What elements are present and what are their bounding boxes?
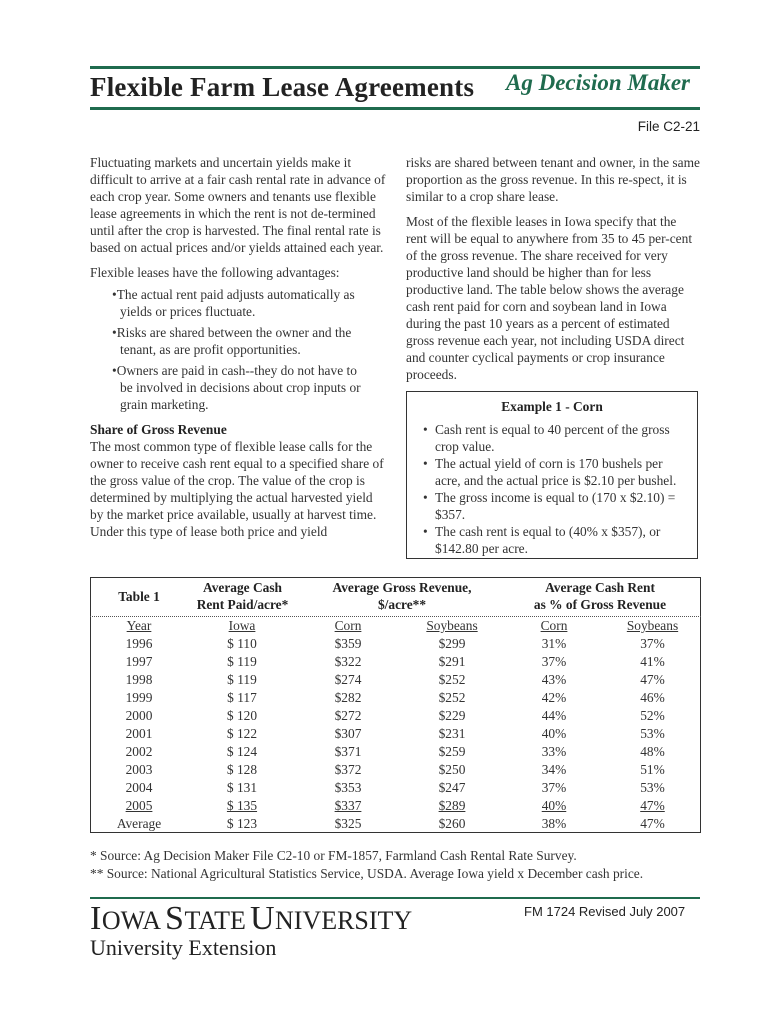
table-row: [90, 761, 701, 779]
cell-soybeans-pct: 47%: [640, 816, 665, 831]
cell-corn: $272: [334, 708, 362, 723]
isu-letter: S: [165, 900, 185, 937]
isu-wordmark: [90, 900, 412, 938]
cell-corn-pct: 34%: [541, 762, 567, 777]
table-row: [90, 689, 701, 707]
table-body: [90, 617, 701, 833]
cell-rent: $ 135: [226, 798, 258, 813]
cell-soybeans-pct: 47%: [640, 798, 665, 813]
left-column: [90, 154, 388, 548]
cell-year: 2000: [125, 708, 153, 723]
isu-letters: TATE: [184, 906, 246, 935]
cell-rent: $ 124: [226, 744, 258, 759]
cell-soybeans: $260: [438, 816, 466, 831]
footnote-2: ** Source: National Agricultural Statistics Service, USDA. Average Iowa yield x December cash price.: [90, 866, 644, 881]
advantage-line: tenant, as are profit opportunities.: [120, 342, 301, 357]
cell-rent: $ 110: [227, 636, 257, 651]
col-year: Year: [126, 618, 152, 633]
advantage-line: yields or prices fluctuate.: [120, 304, 256, 319]
header-line: Rent Paid/acre*: [196, 597, 289, 612]
table-row: [90, 653, 701, 671]
header-line: Average Cash: [203, 580, 282, 595]
cell-soybeans: $247: [438, 780, 466, 795]
cell-rent: $ 120: [226, 708, 258, 723]
table-row: [90, 815, 701, 833]
cell-year: Average: [116, 816, 162, 831]
cell-year: 1997: [125, 654, 153, 669]
cell-corn: $325: [334, 816, 362, 831]
cell-corn: $371: [334, 744, 362, 759]
cell-corn: $282: [334, 690, 362, 705]
cell-soybeans-pct: 48%: [640, 744, 665, 759]
cell-soybeans: $252: [438, 690, 466, 705]
cell-corn-pct: 43%: [541, 672, 567, 687]
isu-letter: I: [90, 900, 102, 937]
example-item: • The cash rent is equal to (40% x $357), or $142.80 per acre.: [435, 523, 691, 557]
advantage-line: •Risks are shared between the owner and the: [112, 325, 352, 340]
advantage-line: be involved in decisions about crop inputs or: [120, 380, 361, 395]
cell-soybeans-pct: 41%: [640, 654, 665, 669]
col-soybeans: Soybeans: [426, 618, 478, 633]
iowa-paragraph: Most of the flexible leases in Iowa specify that the rent will be equal to anywhere from 35 to 45 per-cent of the gross revenue. The share received for very productive land should be higher than for less productive land. The table below shows the average cash rent paid for corn and soybean land in Iowa during the past 10 years as a percent of estimated gross revenue each year, not including USDA direct and counter cyclical payments or crop insurance proceeds.: [406, 214, 693, 382]
cell-year: 2001: [125, 726, 153, 741]
header-cash-rent: [180, 579, 305, 613]
university-extension: University Extension: [90, 935, 277, 960]
cell-rent: $ 131: [226, 780, 258, 795]
cell-soybeans: $229: [438, 708, 466, 723]
cell-soybeans: $299: [438, 636, 466, 651]
table-row: [90, 797, 701, 815]
right-column: [406, 154, 700, 391]
header-line: Average Gross Revenue,: [332, 580, 472, 595]
isu-letters: OWA: [101, 906, 162, 935]
cell-corn: $372: [334, 762, 362, 777]
cell-rent: $ 117: [227, 690, 257, 705]
table-row: [90, 743, 701, 761]
cell-corn: $337: [334, 798, 362, 813]
cell-soybeans: $250: [438, 762, 466, 777]
cell-soybeans-pct: 53%: [640, 780, 665, 795]
advantage-item: [90, 286, 388, 320]
col-corn: Corn: [334, 618, 362, 633]
col-corn-pct: Corn: [540, 618, 568, 633]
isu-letters: NIVERSITY: [275, 906, 413, 935]
table-col-headers: [90, 617, 701, 635]
cell-corn-pct: 38%: [541, 816, 567, 831]
cell-corn-pct: 40%: [541, 798, 567, 813]
header-cash-rent-pct: [510, 579, 690, 613]
cell-soybeans-pct: 47%: [640, 672, 665, 687]
header-line: Average Cash Rent: [545, 580, 655, 595]
intro-paragraph: Fluctuating markets and uncertain yields make it difficult to arrive at a fair cash rental rate in advance of each crop year. Some owners and tenants use flexible lease agreements in which the rent is not de-termined until after the crop is harvested. The final rental rate is based on actual prices and/or yields attained each year.: [90, 155, 386, 255]
header-bottom-rule: [90, 107, 700, 110]
table-row: [90, 635, 701, 653]
col-iowa: Iowa: [228, 618, 256, 633]
header-line: $/acre**: [377, 597, 427, 612]
risk-paragraph: risks are shared between tenant and owner, in the same proportion as the gross revenue. In this re-spect, it is similar to a crop share lease.: [406, 155, 700, 204]
cell-year: 1998: [125, 672, 153, 687]
cell-corn: $322: [334, 654, 362, 669]
cell-soybeans-pct: 46%: [640, 690, 665, 705]
cell-corn-pct: 33%: [541, 744, 567, 759]
isu-letter: U: [249, 900, 275, 937]
table-rows: [90, 635, 701, 833]
section-paragraph: The most common type of flexible lease calls for the owner to receive cash rent equal to a specified share of the gross value of the crop. The value of the crop is determined by multiplying the actual harvested yield by the market price available, usually at harvest time. Under this type of lease both price and yield: [90, 439, 384, 539]
cell-soybeans-pct: 52%: [640, 708, 665, 723]
advantage-item: [90, 324, 388, 358]
cell-soybeans-pct: 53%: [640, 726, 665, 741]
table-row: [90, 725, 701, 743]
cell-corn: $307: [334, 726, 362, 741]
advantage-line: grain marketing.: [120, 397, 209, 412]
cell-soybeans: $252: [438, 672, 466, 687]
cell-corn: $274: [334, 672, 362, 687]
cell-year: 2003: [125, 762, 153, 777]
table-row: [90, 779, 701, 797]
brand-name: Ag Decision Maker: [506, 70, 690, 95]
cell-corn-pct: 44%: [541, 708, 567, 723]
example-item: • The actual yield of corn is 170 bushels per acre, and the actual price is $2.10 per bushel.: [435, 455, 691, 489]
cell-rent: $ 128: [226, 762, 258, 777]
example-heading: Example 1 - Corn: [501, 399, 603, 414]
cell-soybeans-pct: 37%: [640, 636, 665, 651]
table-row: [90, 707, 701, 725]
cell-soybeans: $231: [438, 726, 466, 741]
example-item: • The gross income is equal to (170 x $2.10) = $357.: [435, 489, 691, 523]
table-row: [90, 671, 701, 689]
advantage-line: •The actual rent paid adjusts automatically as: [112, 287, 355, 302]
advantage-item: [90, 362, 388, 413]
cell-soybeans: $259: [438, 744, 466, 759]
cell-soybeans-pct: 51%: [640, 762, 665, 777]
cell-rent: $ 119: [227, 672, 257, 687]
file-number: File C2-21: [637, 119, 700, 134]
cell-soybeans: $289: [438, 798, 466, 813]
header-top-rule: [90, 66, 700, 69]
section-heading: Share of Gross Revenue: [90, 422, 227, 437]
footer-rule: [90, 897, 700, 899]
cell-year: 2002: [125, 744, 153, 759]
page-title: Flexible Farm Lease Agreements: [90, 72, 475, 102]
example-item: • Cash rent is equal to 40 percent of the gross crop value.: [435, 421, 691, 455]
cell-corn-pct: 37%: [541, 654, 567, 669]
example-list: [407, 421, 697, 557]
cell-year: 1996: [125, 636, 153, 651]
cell-rent: $ 123: [226, 816, 258, 831]
header-gross-revenue: [312, 579, 492, 613]
header-line: as % of Gross Revenue: [533, 597, 667, 612]
cell-corn-pct: 37%: [541, 780, 567, 795]
example-box: [406, 391, 698, 559]
cell-corn-pct: 31%: [541, 636, 567, 651]
cell-rent: $ 122: [226, 726, 258, 741]
cell-corn: $359: [334, 636, 362, 651]
cell-year: 2004: [125, 780, 153, 795]
footnote-1: * Source: Ag Decision Maker File C2-10 or FM-1857, Farmland Cash Rental Rate Survey.: [90, 848, 577, 863]
advantages-intro: Flexible leases have the following advantages:: [90, 265, 340, 280]
cell-year: 2005: [125, 798, 153, 813]
cell-corn: $353: [334, 780, 362, 795]
cell-corn-pct: 42%: [541, 690, 567, 705]
publication-number: FM 1724 Revised July 2007: [524, 904, 686, 919]
col-soybeans-pct: Soybeans: [626, 618, 679, 633]
cell-rent: $ 119: [227, 654, 257, 669]
cell-corn-pct: 40%: [541, 726, 567, 741]
table-label: Table 1: [118, 589, 160, 604]
advantage-line: •Owners are paid in cash--they do not have to: [112, 363, 357, 378]
cell-soybeans: $291: [438, 654, 466, 669]
cell-year: 1999: [125, 690, 153, 705]
